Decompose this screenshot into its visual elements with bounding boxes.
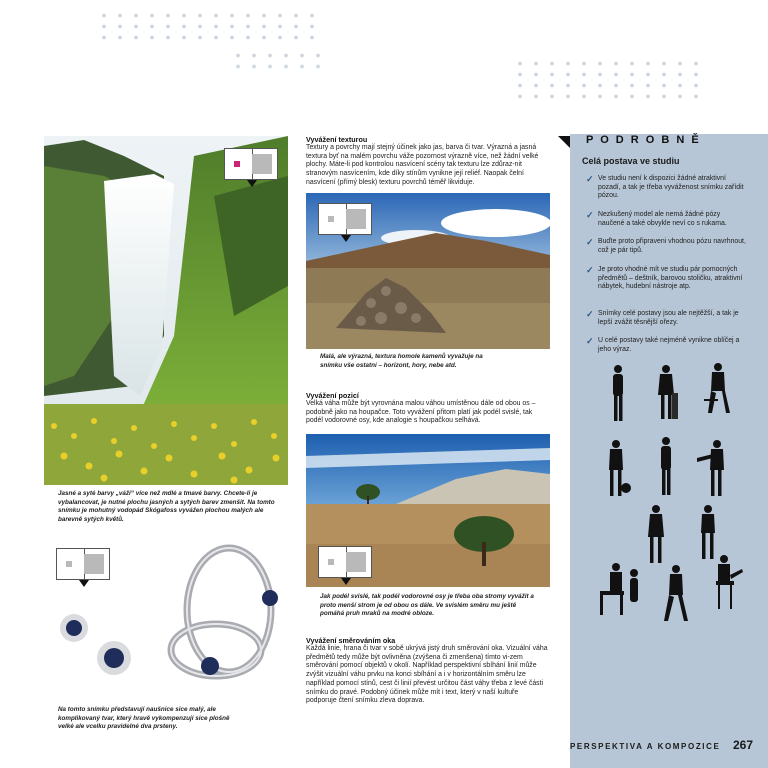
list-item: ✓ Buďte proto připraveni vhodnou pózu navrhnout, což je pár tipů. <box>586 237 746 254</box>
list-item: ✓ Snímky celé postavy jsou ale nejtěžší, a tak je lepší zvážit těsnější ořezy. <box>586 309 739 326</box>
balance-indicator-icon <box>56 548 110 580</box>
photo-caption: Jak podél svislé, tak podél vodorovné osy je třeba oba stromy vyvážit a proto menší strom je od obou os dále. Ve svislém směru mu ještě pomáhá pruh mraků na modré obloze. <box>320 593 534 618</box>
photo-caption: Jasné a syté barvy „váží“ více než mdlé a tmavé barvy. Chcete-li je vybalancovat, je nutné plochu jasných a sytých barev zmenšit. Na tomto snímku je mohutný vodopád Skógafoss vyvážen plochou malých ale barevně sytých květů. <box>58 490 275 523</box>
checkmark-icon: ✓ <box>586 210 594 220</box>
decorative-dot-pattern <box>512 58 698 100</box>
checkmark-icon: ✓ <box>586 265 594 275</box>
balance-indicator-icon <box>318 546 372 578</box>
list-item: ✓ Ve studiu není k dispozici žádné atraktivní pozadí, a tak je třeba vyváženost snímku zařídit pózou. <box>586 174 744 200</box>
decorative-dot-pattern <box>230 50 320 72</box>
photo-caption: Malá, ale výrazná, textura homole kamenů vyvažuje na snímku vše ostatní – horizont, hory, nebe atd. <box>320 353 483 369</box>
decorative-dot-pattern <box>96 10 320 44</box>
checkmark-icon: ✓ <box>586 174 594 184</box>
list-item: ✓ Nezkušený model ale nemá žádné pózy naučené a také obvykle neví co s rukama. <box>586 210 727 227</box>
checkmark-icon: ✓ <box>586 336 594 346</box>
balance-indicator-icon <box>318 203 372 235</box>
section-heading: Vyvážení texturou <box>306 135 368 144</box>
section-text: Textury a povrchy mají stejný účinek jako jas, barva či tvar. Výrazná a jasná textura byť na malém povrchu váže pozornost výrazně více, než žádní velké plochy. Máte-li pod kontrolou nasvícení scény tak texturu lze zdůraz-nit stranovým nasvícením, kde díky stínům vynikne její reliéf. Naopak čelní nasvícení (přímý blesk) texturu povrchů téměř likviduje. <box>306 144 539 186</box>
waterfall-photo <box>44 136 288 485</box>
checkmark-icon: ✓ <box>586 309 594 319</box>
section-heading: Vyvážení pozicí <box>306 391 359 400</box>
list-item: ✓ U celé postavy také nejméně vynikne oblíčej a jeho výraz. <box>586 336 740 353</box>
section-header-label: P O D R O B N Ě <box>586 134 701 146</box>
footer-section-title: PERSPEKTIVA A KOMPOZICE <box>570 742 721 751</box>
balance-indicator-icon <box>224 148 278 180</box>
sidebar-title: Celá postava ve studiu <box>582 156 680 166</box>
section-heading: Vyvážení směrováním oka <box>306 636 396 645</box>
checkmark-icon: ✓ <box>586 237 594 247</box>
photo-caption: Na tomto snímku představují naušnice sice malý, ale komplikovaný tvar, který hravě vykompenzují sice plošně velké ale vcelku pravidelné dva prsteny. <box>58 706 230 731</box>
page-number: 267 <box>733 738 754 752</box>
corner-triangle-icon <box>558 136 570 148</box>
pose-silhouettes-illustration <box>590 355 760 635</box>
section-text: Velká váha může být vyrovnána malou váhou umístěnou dále od obou os – podobně jako na houpačce. Toto vyvážení přitom platí jak podél svislé, tak podél vodorovné osy, kde analogie s houpačkou selhává. <box>306 400 536 425</box>
list-item: ✓ Je proto vhodné mít ve studiu pár pomocných předmětů – deštník, barovou stoličku, atraktivní nábytek, hudební nástroje atp. <box>586 265 743 291</box>
section-text: Každá linie, hrana či tvar v sobě ukrývá jistý druh směrování oka. Vizuální váha předmětů tedy může být ovlivněna (zvýšena či zmenšena) tímto vi-zem směrování pomocí objektů v okolí. Například perspektivní sbíhání linií může zvýšit vizuální váhu prvku na konci sbíhání a i v horizontálním směru lze například pomocí stínů, cest či linií převést určitou část váhy třeba z levé části snímku do pravé. Podobný účinek může mít i text, který v naší kultuře podporuje čtení snímku zleva doprava. <box>306 645 548 705</box>
